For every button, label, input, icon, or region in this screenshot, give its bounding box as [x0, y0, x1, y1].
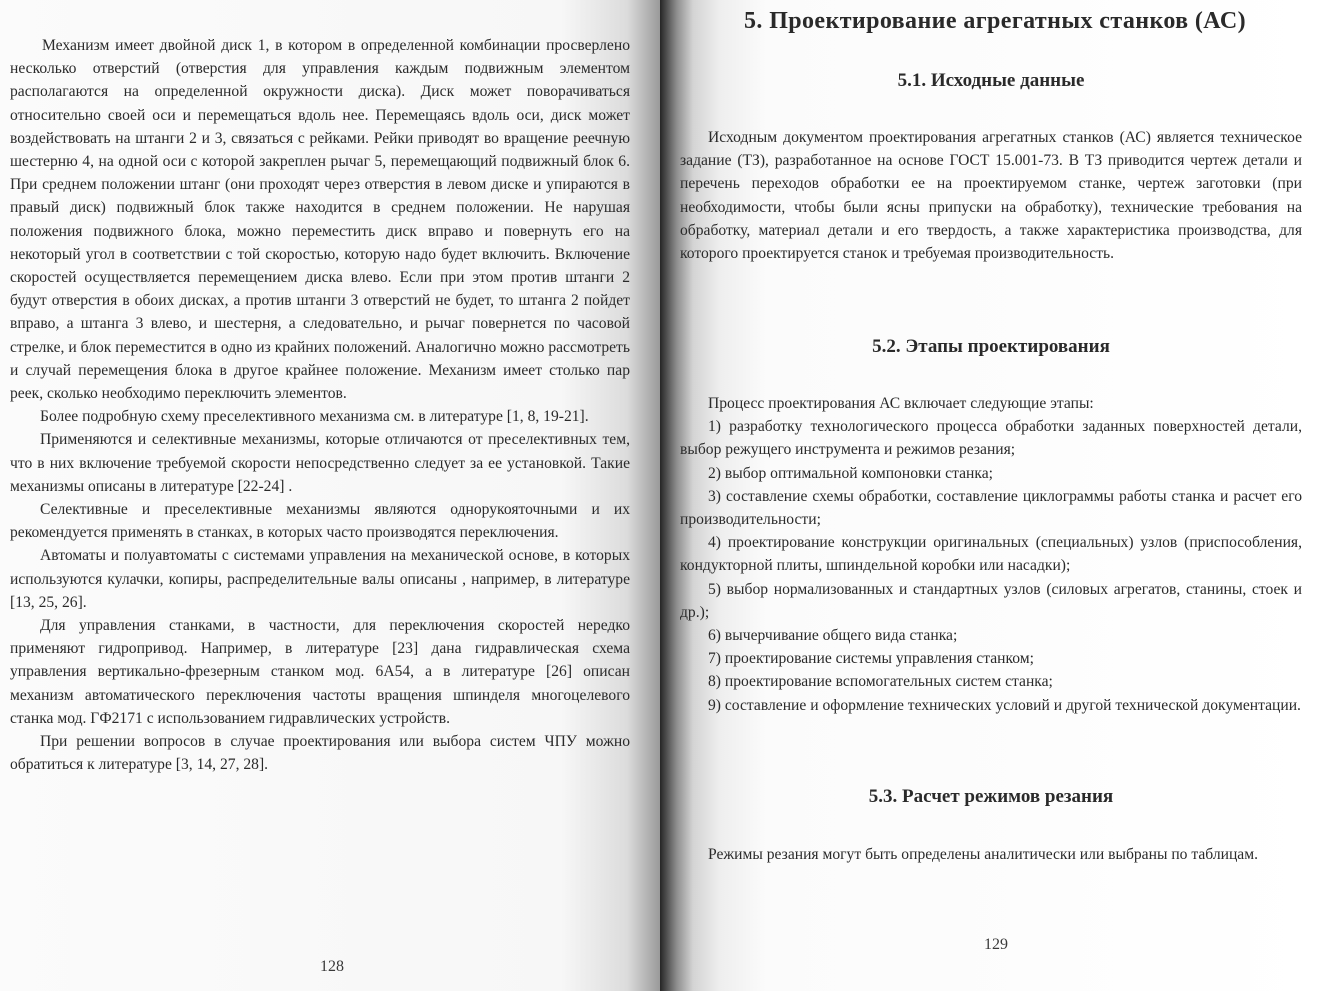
section-title-5-2: 5.2. Этапы проектирования [872, 336, 1110, 357]
list-item: 7) проектирование системы управления станком; [708, 650, 1034, 668]
section-5-3-paragraph: Режимы резания могут быть определены аналитически или выбраны по таблицам. [708, 846, 1258, 863]
left-page-text [10, 34, 630, 777]
left-paragraph-2: Более подробную схему преселективного механизма см. в литературе [1, 8, 19-21]. [40, 408, 589, 426]
list-item: 3) составление схемы обработки, составление циклограммы работы станка и расчет его производительности; [680, 487, 1302, 529]
left-paragraph-4: Селективные и преселективные механизмы являются однорукояточными и их рекомендуется применять в станках, в которых часто производятся переключения. [10, 501, 630, 542]
section-5-2-text [680, 392, 1302, 717]
chapter-title: 5. Проектирование агрегатных станков (АС) [744, 8, 1246, 34]
list-item: 5) выбор нормализованных и стандартных узлов (силовых агрегатов, станины, стоек и др.); [680, 580, 1302, 621]
left-paragraph-7: При решении вопросов в случае проектирования или выбора систем ЧПУ можно обратиться к литературе [3, 14, 27, 28]. [10, 733, 630, 774]
list-item: 1) разработку технологического процесса обработки заданных поверхностей детали, выбор режущего инструмента и режимов резания; [680, 418, 1302, 459]
section-5-3-text [680, 843, 1302, 866]
list-item: 8) проектирование вспомогательных систем станка; [708, 673, 1053, 691]
section-5-2-intro: Процесс проектирования АС включает следующие этапы: [708, 395, 1094, 412]
left-page-number: 128 [320, 958, 344, 975]
section-5-1-text [680, 126, 1302, 265]
list-item: 6) вычерчивание общего вида станка; [708, 627, 958, 645]
left-paragraph-3: Применяются и селективные механизмы, которые отличаются от преселективных тем, что в них включение требуемой скорости непосредственно следует за ее установкой. Такие механизмы описаны в литературе [22-24] . [10, 431, 630, 495]
right-page-number: 129 [984, 936, 1008, 953]
section-5-1-paragraph: Исходным документом проектирования агрегатных станков (АС) является техническое задание (ТЗ), разработанное на основе ГОСТ 15.001-73. В ТЗ приводится чертеж детали и перечень переходов обработки ее на проектируемом станке, чертеж заготовки (при необходимости, чтобы были ясны припуски на обработку), технические требования на обработку, материал детали и его твердость, а также характеристика производства, для которого проектируется станок и требуемая производительность. [680, 129, 1302, 263]
left-paragraph-1: Механизм имеет двойной диск 1, в котором в определенной комбинации просверлено несколько отверстий (отверстия для управления каждым подвижным элементом располагаются на определенной окружности диска). Диск может поворачиваться относительно своей оси и перемещаться вдоль нее. Перемещаясь вдоль оси, диск может воздействовать на штанги 2 и 3, связаться с рейками. Рейки приводят во вращение реечную шестерню 4, на одной оси с которой закреплен рычаг 5, перемещающий подвижный блок 6. При среднем положении штанг (они проходят через отверстия в левом диске и упираются в правый диск) подвижный блок также находится в среднем положении. Не нарушая положения подвижного блока, можно переместить диск вправо и повернуть его на некоторый угол в соответствии с той скоростью, которую надо будет включить. Включение скоростей осуществляется перемещением диска влево. Если при этом против штанги 2 будут отверстия в обоих дисках, а против штанги 3 отверстий не будет, то штанга 2 пойдет вправо, а штанга 3 влево, и шестерня, а следовательно, и рычаг повернется по часовой стрелке, и блок переместится в одно из крайних положений. Аналогично можно рассмотреть и случай перемещения блока в другое крайнее положение. Механизм имеет столько пар реек, сколько необходимо переключить элементов. [10, 37, 630, 403]
list-item: 4) проектирование конструкции оригинальных (специальных) узлов (приспособления, кондукторной плиты, шпиндельной коробки или насадки); [680, 534, 1302, 575]
section-title-5-1: 5.1. Исходные данные [897, 70, 1085, 91]
left-paragraph-5: Автоматы и полуавтоматы с системами управления на механической основе, в которых используются кулачки, копиры, распределительные валы описаны , например, в литературе [13, 25, 26]. [10, 547, 630, 611]
section-title-5-3: 5.3. Расчет режимов резания [868, 786, 1114, 807]
list-item: 9) составление и оформление технических условий и другой технической документации. [708, 696, 1301, 714]
left-paragraph-6: Для управления станками, в частности, для переключения скоростей нередко применяют гидропривод. Например, в литературе [23] дана гидравлическая схема управления вертикально-фрезерным станком мод. 6А54, а в литературе [26] описан механизм автоматического переключения частоты вращения шпинделя многоцелевого станка мод. ГФ2171 с использованием гидравлических устройств. [10, 617, 630, 727]
list-item: 2) выбор оптимальной компоновки станка; [708, 464, 993, 482]
